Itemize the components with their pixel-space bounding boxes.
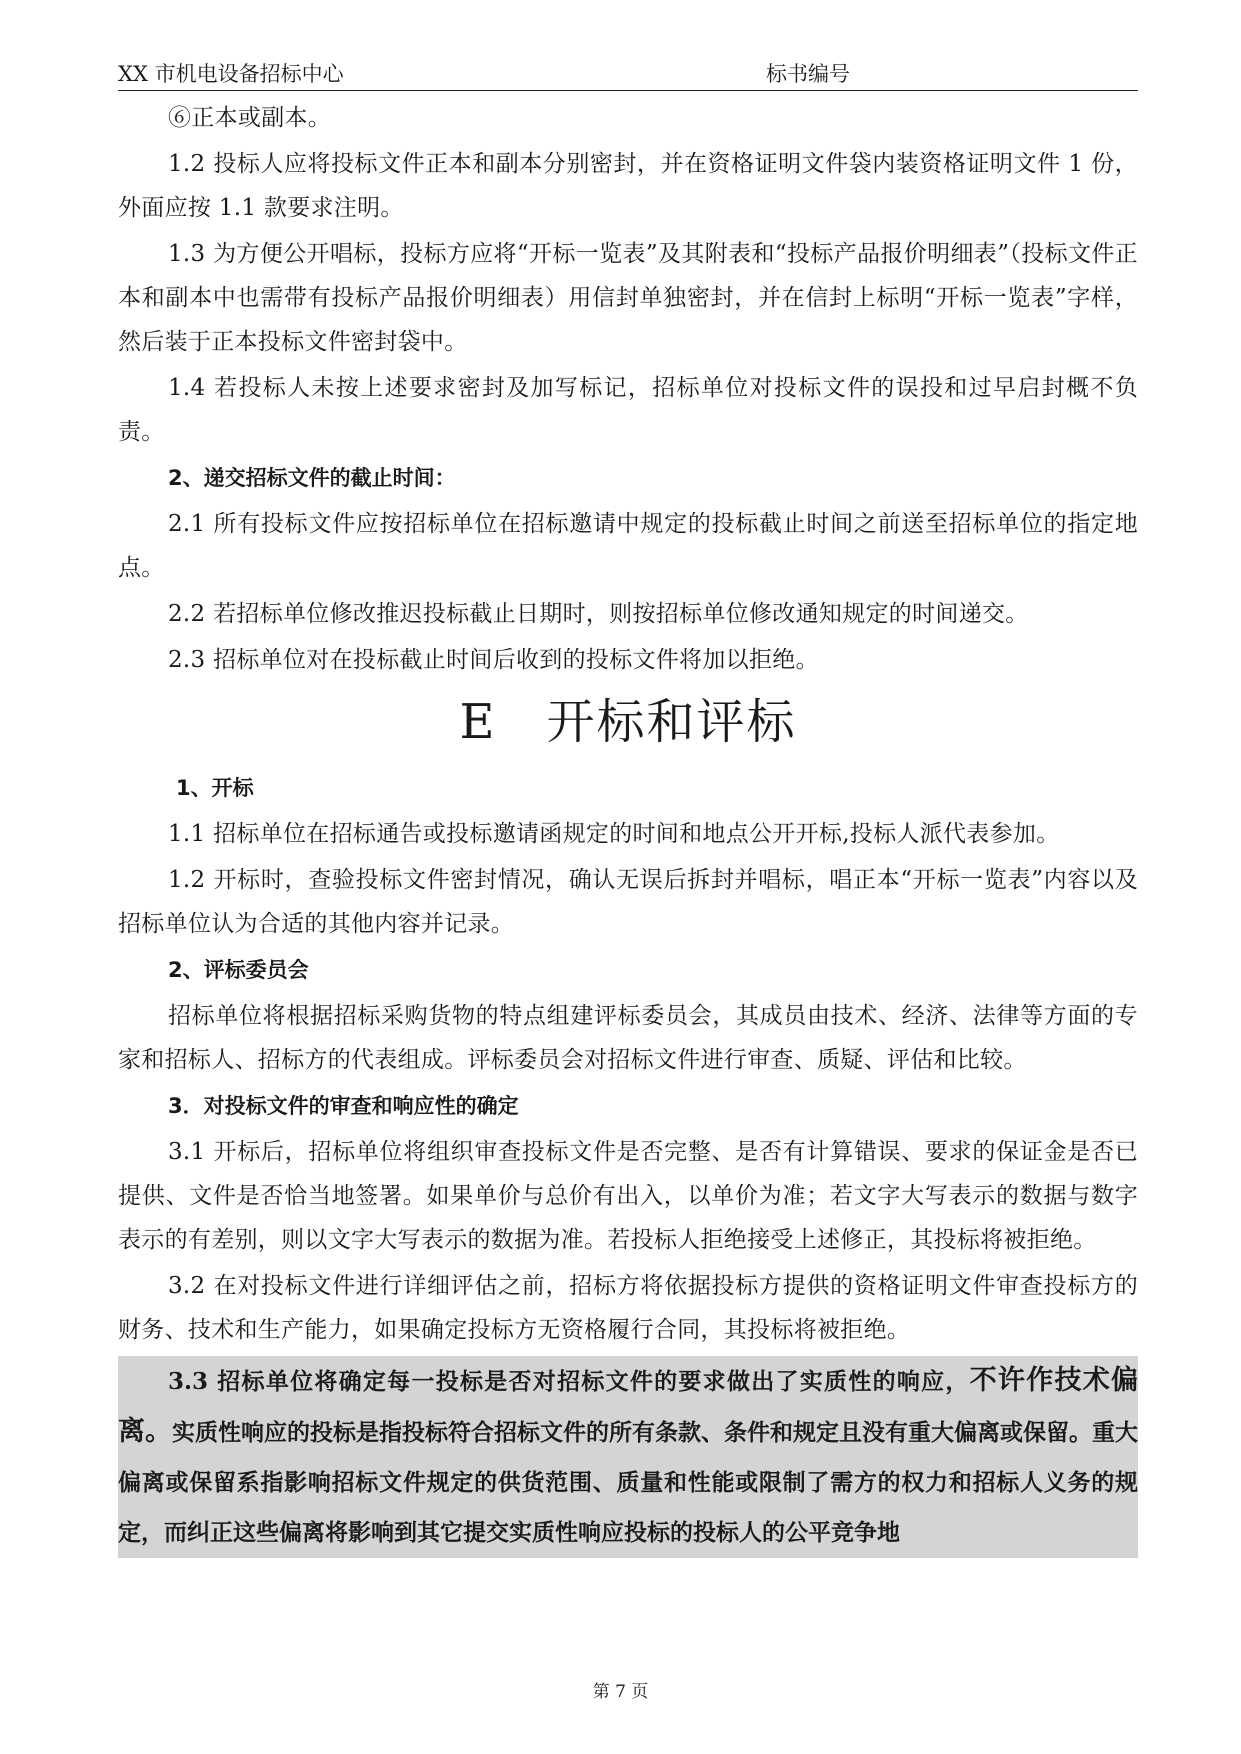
paragraph-1-3: 1.3 为方便公开唱标，投标方应将“开标一览表”及其附表和“投标产品报价明细表”（投标文件正本和副本中也需带有投标产品报价明细表）用信封单独密封，并在信封上标明“开标一览表”字样，然后装于正本投标文件密封袋中。 (118, 241, 1138, 355)
highlighted-paragraph-e-3-3 (118, 1356, 1138, 1558)
paragraph-e-1-2: 1.2 开标时，查验投标文件密封情况，确认无误后拆封并唱标，唱正本“开标一览表”内容以及招标单位认为合适的其他内容并记录。 (118, 867, 1138, 937)
paragraph-1-6: ⑥正本或副本。 (168, 105, 332, 131)
paragraph-2-1: 2.1 所有投标文件应按招标单位在招标邀请中规定的投标截止时间之前送至招标单位的指定地点。 (118, 511, 1138, 581)
paragraph-e-2: 招标单位将根据招标采购货物的特点组建评标委员会，其成员由技术、经济、法律等方面的专家和招标人、招标方的代表组成。评标委员会对招标文件进行审查、质疑、评估和比较。 (118, 1003, 1138, 1073)
heading-bid-opening: 1、开标 (176, 776, 254, 800)
page-header (118, 58, 1138, 91)
paragraph-e-3-2: 3.2 在对投标文件进行详细评估之前，招标方将依据投标方提供的资格证明文件审查投标方的财务、技术和生产能力，如果确定投标方无资格履行合同，其投标将被拒绝。 (118, 1273, 1138, 1343)
paragraph-1-4: 1.4 若投标人未按上述要求密封及加写标记，招标单位对投标文件的误投和过早启封概不负责。 (118, 375, 1138, 445)
highlighted-text-part-c: 实质性响应的投标是指投标符合招标文件的所有条款、条件和规定且没有重大偏离或保留。重大偏离或保留系指影响招标文件规定的供货范围、质量和性能或限制了需方的权力和招标人义务的规定，而纠正这些偏离将影响到其它提交实质性响应投标的投标人的公平竞争地 (118, 1419, 1138, 1546)
document-body (118, 96, 1138, 1558)
heading-submission-deadline: 2、递交招标文件的截止时间： (168, 466, 456, 490)
page-number: 第 7 页 (592, 1682, 649, 1702)
heading-evaluation-committee: 2、评标委员会 (168, 958, 309, 982)
paragraph-e-1-1: 1.1 招标单位在招标通告或投标邀请函规定的时间和地点公开开标,投标人派代表参加。 (168, 821, 1060, 847)
section-title: E 开标和评标 (459, 694, 797, 750)
highlighted-text-emphasis: 不许作技术偏离。 (118, 1365, 1139, 1447)
paragraph-e-3-1: 3.1 开标后，招标单位将组织审查投标文件是否完整、是否有计算错误、要求的保证金是否已提供、文件是否恰当地签署。如果单价与总价有出入，以单价为准；若文字大写表示的数据与数字表示的有差别，则以文字大写表示的数据为准。若投标人拒绝接受上述修正，其投标将被拒绝。 (118, 1139, 1138, 1253)
paragraph-2-2: 2.2 若招标单位修改推迟投标截止日期时，则按招标单位修改通知规定的时间递交。 (168, 601, 1029, 627)
paragraph-2-3: 2.3 招标单位对在投标截止时间后收到的投标文件将加以拒绝。 (168, 647, 819, 673)
header-doc-code-label: 标书编号 (766, 62, 850, 86)
heading-review-responsiveness: 3．对投标文件的审查和响应性的确定 (168, 1094, 519, 1118)
paragraph-1-2: 1.2 投标人应将投标文件正本和副本分别密封，并在资格证明文件袋内装资格证明文件 1 份，外面应按 1.1 款要求注明。 (118, 151, 1138, 221)
header-organization: XX 市机电设备招标中心 (118, 62, 344, 86)
highlighted-text-part-a: 3.3 招标单位将确定每一投标是否对招标文件的要求做出了实质性的响应， (168, 1368, 970, 1395)
